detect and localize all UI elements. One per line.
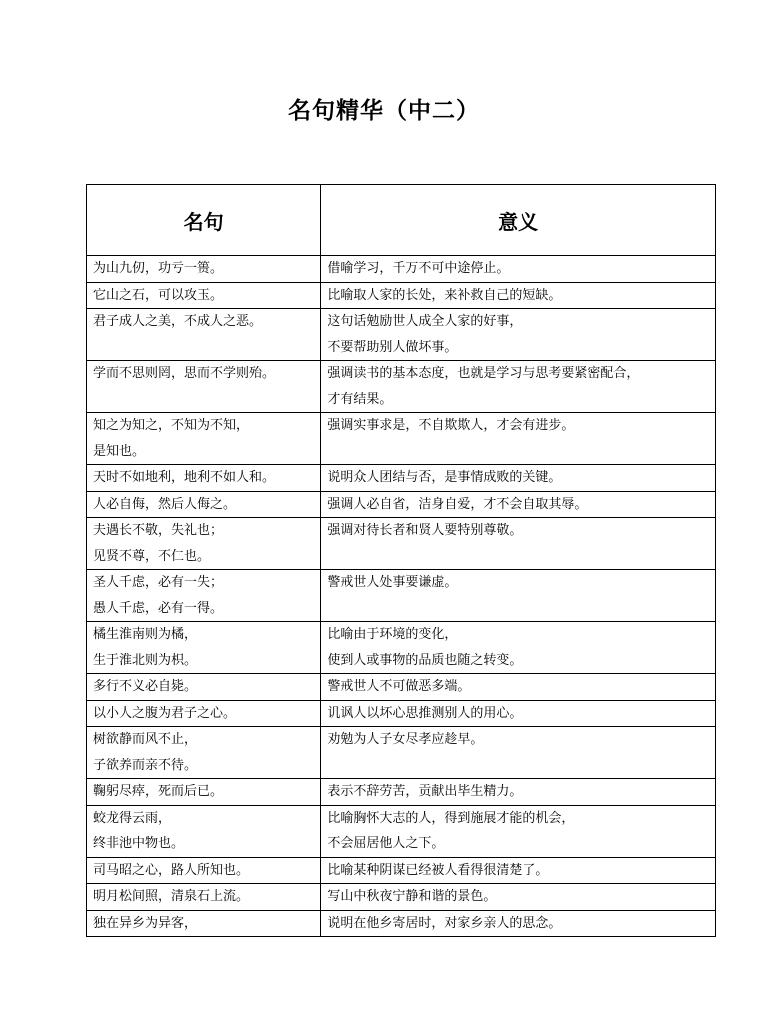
quote-cell [87,857,321,884]
table-body [87,256,716,937]
meaning-line: 才有结果。 [327,391,393,407]
quote-cell [87,491,321,518]
quote-cell [87,256,321,283]
meaning-cell [321,309,716,361]
meaning-line: 强调对待长者和贤人要特别尊敬。 [327,523,523,538]
quote-line: 终非池中物也。 [93,836,185,851]
quote-line: 为山九仞，功亏一篑。 [93,261,224,276]
header-meaning: 意义 [321,185,716,256]
quote-cell [87,910,321,937]
quote-line: 橘生淮南则为橘， [93,627,198,642]
table-row [87,361,716,413]
meaning-cell [321,622,716,674]
table-row [87,884,716,911]
table-row [87,779,716,806]
meaning-cell [321,256,716,283]
page-title: 名句精华（中二） [288,98,480,124]
quote-cell [87,805,321,857]
meaning-cell [321,857,716,884]
quote-line: 学而不思则罔，思而不学则殆。 [93,366,276,381]
quote-line: 鞠躬尽瘁，死而后已。 [93,784,224,799]
quote-cell [87,465,321,492]
meaning-line: 使到人或事物的品质也随之转变。 [327,652,523,668]
meaning-line: 讥讽人以坏心思推测别人的用心。 [327,705,523,721]
quote-line: 多行不义必自毙。 [93,679,198,694]
meaning-line: 写山中秋夜宁静和谐的景色。 [327,889,497,904]
meaning-line: 说明众人团结与否，是事情成败的关键。 [327,470,562,485]
meaning-cell [321,518,716,570]
quote-line: 树欲静而风不止， [93,732,198,747]
meaning-line: 说明在他乡寄居时，对家乡亲人的思念。 [327,915,562,931]
quote-line: 蛟龙得云雨， [93,810,172,826]
meaning-cell [321,910,716,937]
quotes-table [86,184,716,937]
quote-cell [87,674,321,701]
table-row [87,413,716,465]
meaning-line: 强调读书的基本态度，也就是学习与思考要紧密配合， [327,366,640,381]
table-row [87,805,716,857]
meaning-line: 比喻取人家的长处，来补救自己的短缺。 [327,287,562,303]
quote-line: 司马昭之心，路人所知也。 [93,862,250,878]
meaning-cell [321,700,716,727]
meaning-line: 比喻某种阴谋已经被人看得很清楚了。 [327,862,549,878]
quote-cell [87,884,321,911]
quote-cell [87,282,321,309]
meaning-cell [321,779,716,806]
table-row [87,256,716,283]
meaning-line: 表示不辞劳苦，贡献出毕生精力。 [327,784,523,799]
meaning-cell [321,570,716,622]
quote-line: 子欲养而亲不待。 [93,757,198,773]
meaning-cell [321,805,716,857]
table-header-row [87,185,716,256]
meaning-line: 比喻由于环境的变化， [327,627,458,642]
quote-cell [87,622,321,674]
meaning-line: 劝勉为人子女尽孝应趁早。 [327,732,484,747]
meaning-cell [321,361,716,413]
quote-line: 它山之石，可以攻玉。 [93,287,224,303]
meaning-cell [321,674,716,701]
table-row [87,910,716,937]
quote-line: 是知也。 [93,443,146,459]
quote-line: 知之为知之，不知为不知， [93,418,250,433]
table-row [87,518,716,570]
meaning-line: 不要帮助别人做坏事。 [327,339,458,355]
quote-line: 圣人千虑，必有一失； [93,575,224,590]
meaning-cell [321,282,716,309]
header-quote: 名句 [87,185,321,256]
quote-cell [87,413,321,465]
meaning-line: 强调实事求是，不自欺欺人，才会有进步。 [327,418,575,433]
quote-line: 人必自侮，然后人侮之。 [93,496,237,512]
meaning-line: 不会屈居他人之下。 [327,836,445,851]
table-row [87,727,716,779]
quote-line: 独在异乡为异客， [93,915,198,931]
table-row [87,491,716,518]
meaning-cell [321,413,716,465]
quote-line: 以小人之腹为君子之心。 [93,705,237,721]
quote-line: 生于淮北则为枳。 [93,652,198,668]
meaning-line: 这句话勉励世人成全人家的好事， [327,314,523,329]
meaning-cell [321,465,716,492]
quote-line: 明月松间照，清泉石上流。 [93,889,250,904]
table-row [87,622,716,674]
quote-line: 夫遇长不敬，失礼也； [93,523,224,538]
quote-cell [87,700,321,727]
meaning-cell [321,727,716,779]
meaning-cell [321,884,716,911]
quote-cell [87,361,321,413]
quote-cell [87,309,321,361]
table-row [87,857,716,884]
table-row [87,465,716,492]
quote-cell [87,570,321,622]
quote-line: 见贤不尊，不仁也。 [93,548,211,564]
quote-cell [87,727,321,779]
table-row [87,674,716,701]
quote-line: 君子成人之美，不成人之恶。 [93,314,263,329]
table-row [87,700,716,727]
quote-line: 天时不如地利，地利不如人和。 [93,470,276,485]
meaning-line: 强调人必自省，洁身自爱，才不会自取其辱。 [327,496,588,512]
meaning-line: 警戒世人不可做恶多端。 [327,679,471,694]
table-row [87,282,716,309]
quote-line: 愚人千虑，必有一得。 [93,600,224,616]
meaning-cell [321,491,716,518]
quote-cell [87,518,321,570]
quote-cell [87,779,321,806]
meaning-line: 借喻学习，千万不可中途停止。 [327,261,510,276]
table-row [87,309,716,361]
meaning-line: 警戒世人处事要谦虚。 [327,575,458,590]
meaning-line: 比喻胸怀大志的人，得到施展才能的机会， [327,810,575,826]
table-row [87,570,716,622]
